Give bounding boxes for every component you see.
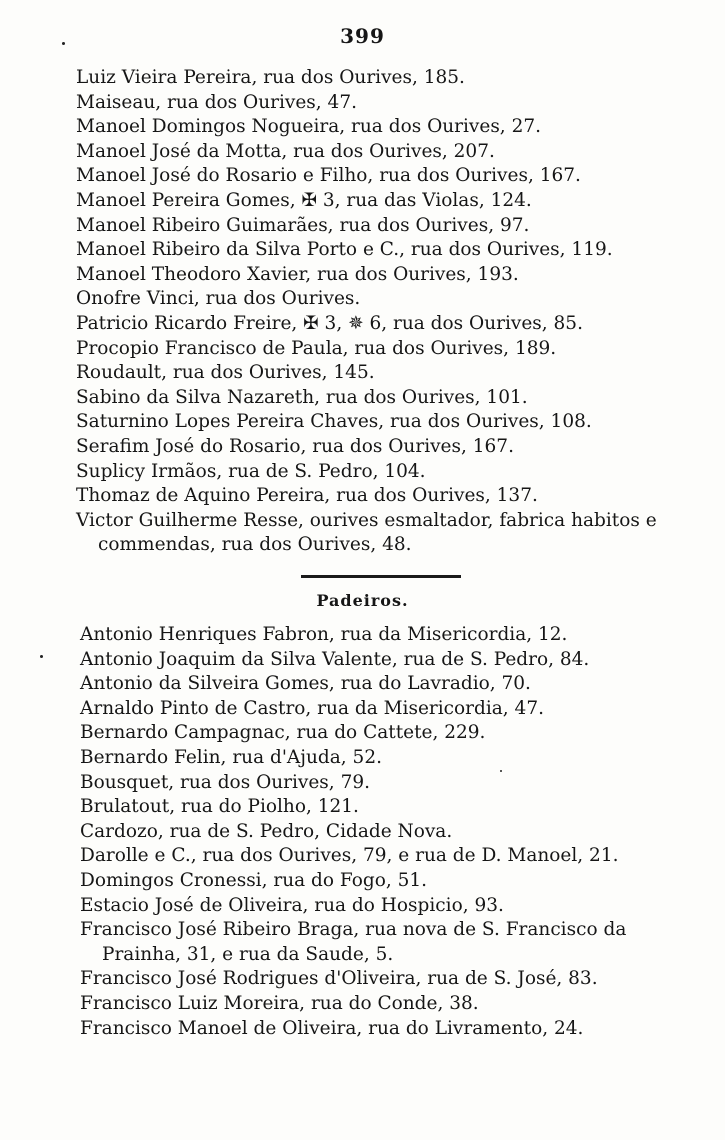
section-heading: Padeiros. bbox=[316, 591, 409, 610]
list-item: Sabino da Silva Nazareth, rua dos Ourives, 101. bbox=[76, 386, 528, 408]
list-item: Bernardo Campagnac, rua do Cattete, 229. bbox=[80, 722, 486, 744]
list-item: Cardozo, rua de S. Pedro, Cidade Nova. bbox=[80, 820, 453, 842]
padeiros-list bbox=[80, 623, 680, 1041]
print-speck bbox=[62, 42, 65, 45]
list-item: Arnaldo Pinto de Castro, rua da Misericordia, 47. bbox=[80, 697, 544, 719]
list-item: Francisco Luiz Moreira, rua do Conde, 38. bbox=[80, 992, 479, 1014]
list-item: Bousquet, rua dos Ourives, 79. bbox=[80, 771, 370, 793]
list-item: Manoel Theodoro Xavier, rua dos Ourives, 193. bbox=[76, 263, 519, 285]
list-item: Manoel José da Motta, rua dos Ourives, 207. bbox=[76, 140, 495, 162]
list-item: Suplicy Irmãos, rua de S. Pedro, 104. bbox=[76, 460, 426, 482]
section-divider bbox=[301, 575, 461, 578]
list-item: Bernardo Felin, rua d'Ajuda, 52. bbox=[80, 746, 382, 768]
print-speck bbox=[40, 655, 43, 658]
list-item: Manoel Pereira Gomes, ✠ 3, rua das Violas, 124. bbox=[76, 189, 532, 211]
list-item: Serafim José do Rosario, rua dos Ourives, 167. bbox=[76, 435, 514, 457]
list-item: Victor Guilherme Resse, ourives esmaltador, fabrica habitos e commendas, rua dos Ourives, 48. bbox=[76, 509, 657, 556]
list-item: Procopio Francisco de Paula, rua dos Ourives, 189. bbox=[76, 337, 557, 359]
list-item: Darolle e C., rua dos Ourives, 79, e rua de D. Manoel, 21. bbox=[80, 845, 619, 867]
list-item: Estacio José de Oliveira, rua do Hospicio, 93. bbox=[80, 894, 504, 916]
print-speck bbox=[500, 770, 502, 772]
entries-list-continued bbox=[76, 66, 676, 558]
page-number: 399 bbox=[340, 24, 385, 48]
list-item: Manoel Domingos Nogueira, rua dos Ourives, 27. bbox=[76, 116, 541, 138]
list-item: Luiz Vieira Pereira, rua dos Ourives, 185. bbox=[76, 67, 465, 88]
list-item: Antonio da Silveira Gomes, rua do Lavradio, 70. bbox=[80, 673, 531, 695]
list-item: Patricio Ricardo Freire, ✠ 3, ✵ 6, rua dos Ourives, 85. bbox=[76, 312, 583, 334]
list-item: Saturnino Lopes Pereira Chaves, rua dos Ourives, 108. bbox=[76, 411, 592, 433]
list-item: Manoel José do Rosario e Filho, rua dos Ourives, 167. bbox=[76, 165, 581, 187]
list-item: Antonio Henriques Fabron, rua da Misericordia, 12. bbox=[80, 624, 568, 645]
list-item: Brulatout, rua do Piolho, 121. bbox=[80, 796, 359, 818]
list-item: Domingos Cronessi, rua do Fogo, 51. bbox=[80, 869, 428, 891]
list-item: Onofre Vinci, rua dos Ourives. bbox=[76, 288, 361, 310]
list-item: Francisco José Rodrigues d'Oliveira, rua de S. José, 83. bbox=[80, 968, 598, 990]
list-item: Francisco Manoel de Oliveira, rua do Livramento, 24. bbox=[80, 1017, 584, 1039]
list-item: Roudault, rua dos Ourives, 145. bbox=[76, 362, 375, 384]
list-item: Francisco José Ribeiro Braga, rua nova de S. Francisco da Prainha, 31, e rua da Saude, 5. bbox=[80, 919, 627, 965]
list-item: Manoel Ribeiro da Silva Porto e C., rua dos Ourives, 119. bbox=[76, 239, 613, 261]
list-item: Antonio Joaquim da Silva Valente, rua de S. Pedro, 84. bbox=[80, 648, 590, 670]
list-item: Manoel Ribeiro Guimarães, rua dos Ourives, 97. bbox=[76, 214, 530, 236]
list-item: Maiseau, rua dos Ourives, 47. bbox=[76, 91, 357, 113]
list-item: Thomaz de Aquino Pereira, rua dos Ourives, 137. bbox=[76, 485, 538, 507]
